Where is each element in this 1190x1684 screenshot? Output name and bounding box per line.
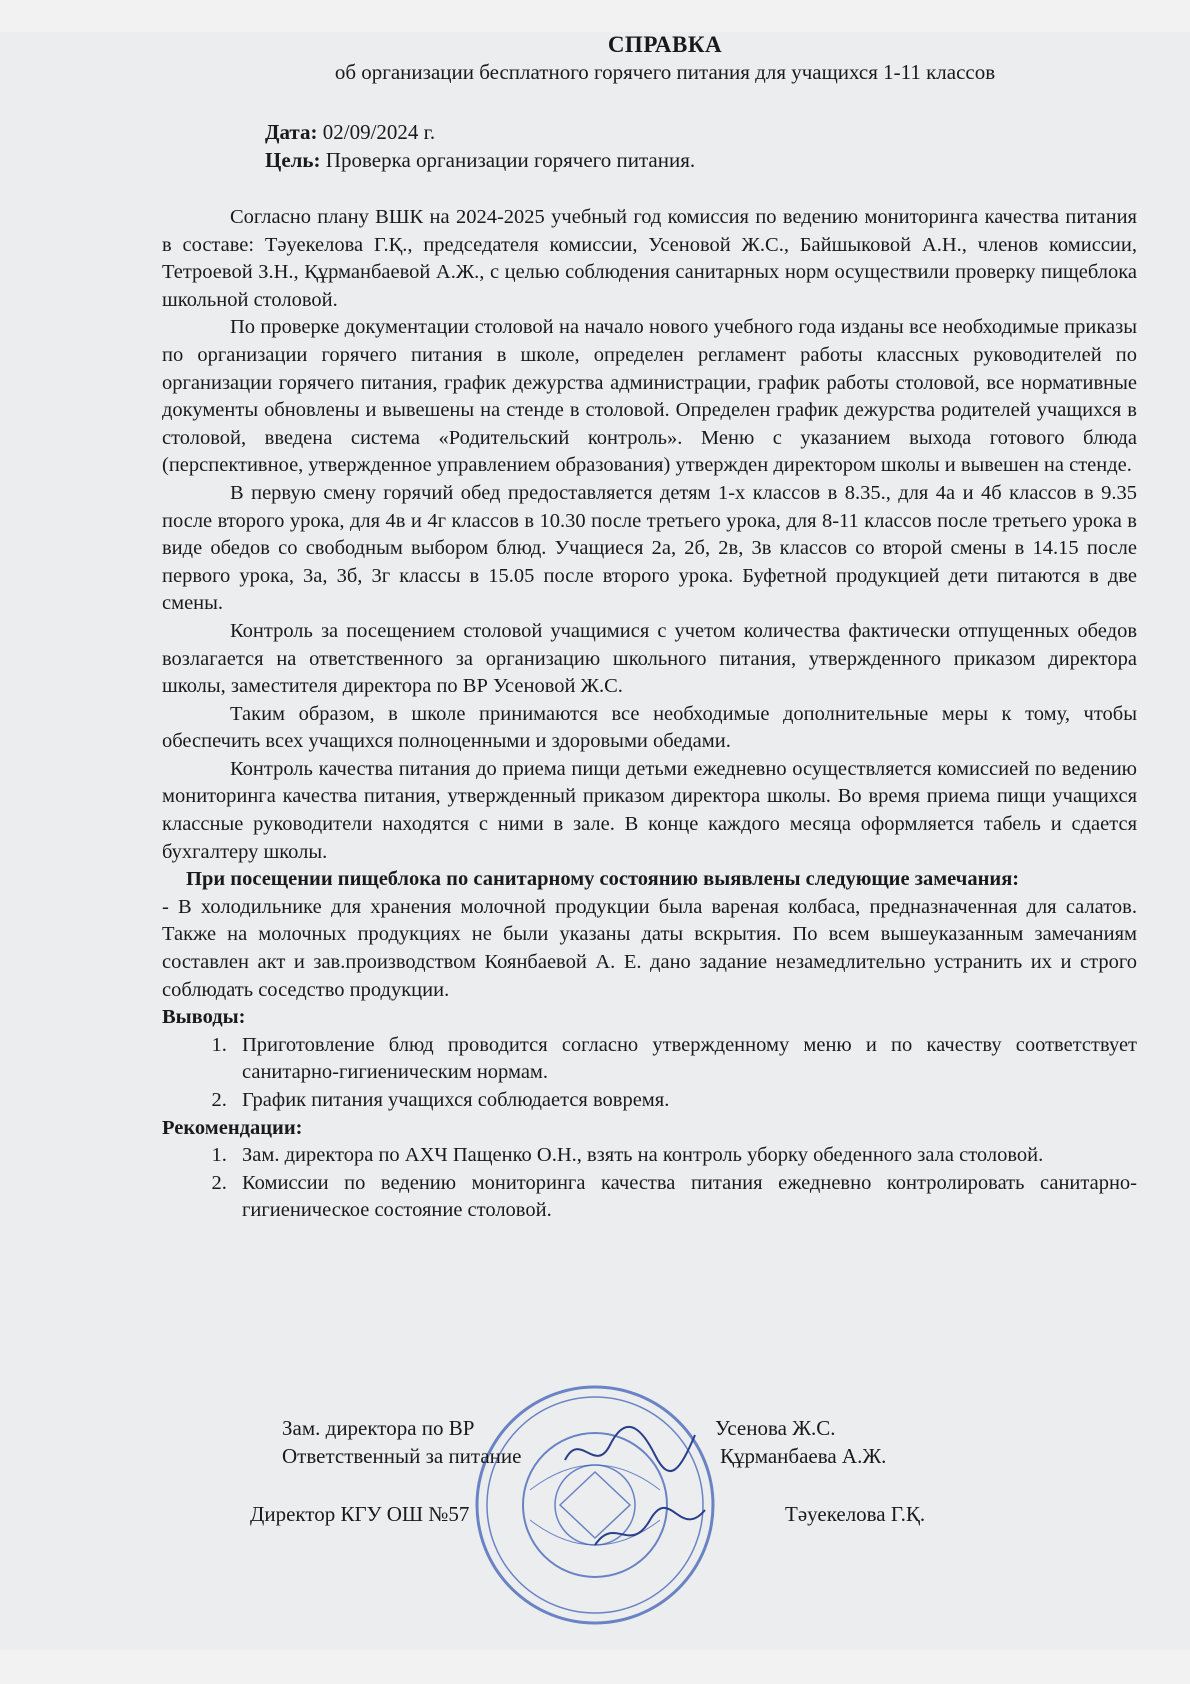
list-item: 2. Комиссии по ведению мониторинга качества питания ежедневно контролировать санитарно-гигиеническое состояние столовой. xyxy=(232,1170,1137,1225)
goal-label: Цель: xyxy=(265,148,321,172)
goal-value: Проверка организации горячего питания. xyxy=(325,148,696,172)
signature-icon xyxy=(560,1420,700,1480)
paragraph: Таким образом, в школе принимаются все необходимые дополнительные меры к тому, чтобы обеспечить всех учащихся полноценными и здоровыми обедами. xyxy=(162,702,1137,753)
conclusions-heading: Выводы: xyxy=(162,1006,246,1029)
paragraph: Согласно плану ВШК на 2024-2025 учебный год комиссия по ведению мониторинга качества питания в составе: Тәуекелова Г.Қ., председателя комиссии, Усеновой Ж.С., Байшыковой А.Н., членов комиссии, Тетроевой З.Н., Құрманбаевой А.Ж., с целью соблюдения санитарных норм осуществили проверку пищеблока школьной столовой. xyxy=(162,206,1137,311)
date-label: Дата: xyxy=(265,120,318,144)
recommendations-heading: Рекомендации: xyxy=(162,1116,303,1139)
signature-name: Құрманбаева А.Ж. xyxy=(720,1444,887,1468)
list-item: 2. График питания учащихся соблюдается вовремя. xyxy=(232,1087,1137,1115)
paragraph: В первую смену горячий обед предоставляется детям 1-х классов в 8.35., для 4а и 4б классов в 9.35 после второго урока, для 4в и 4г классов в 10.30 после третьего урока, для 8-11 классов после третьего урока в виде обедов со свободным выбором блюд. Учащиеся 2а, 2б, 2в, 3в классов со второй смены в 14.15 после первого урока, 3а, 3б, 3г классы в 15.05 после второго урока. Буфетной продукцией дети питаются в две смены. xyxy=(162,481,1137,615)
signature-icon xyxy=(590,1500,710,1560)
list-item: 1. Зам. директора по АХЧ Пащенко О.Н., взять на контроль уборку обеденного зала столовой. xyxy=(232,1142,1137,1170)
signature-role: Зам. директора по ВР xyxy=(282,1416,475,1440)
document-body xyxy=(162,204,1137,1225)
document-title: СПРАВКА xyxy=(607,32,723,57)
recommendations-list xyxy=(162,1142,1137,1225)
paragraph: Контроль за посещением столовой учащимися с учетом количества фактически отпущенных обедов возлагается на ответственного за организацию школьного питания, утвержденного приказом директора школы, заместителя директора по ВР Усеновой Ж.С. xyxy=(162,619,1137,698)
date-line xyxy=(265,120,435,145)
goal-line xyxy=(265,148,695,173)
document-subtitle: об организации бесплатного горячего питания для учащихся 1-11 классов xyxy=(334,60,996,84)
paragraph: Контроль качества питания до приема пищи детьми ежедневно осуществляется комиссией по ведению мониторинга качества питания, утвержденный приказом директора школы. Во время приема пищи учащихся классные руководители находятся с ними в зале. В конце каждого месяца оформляется табель и сдается бухгалтеру школы. xyxy=(162,757,1137,863)
paragraph: По проверке документации столовой на начало нового учебного года изданы все необходимые приказы по организации горячего питания в школе, определен регламент работы классных руководителей по организации горячего питания, график дежурства администрации, график работы столовой, все нормативные документы обновлены и вывешены на стенде в столовой. Определен график дежурства родителей учащихся в столовой, введена система «Родительский контроль». Меню с указанием выхода готового блюда (перспективное, утвержденное управлением образования) утвержден директором школы и вывешен на стенде. xyxy=(162,316,1137,477)
list-item: 1. Приготовление блюд проводится согласно утвержденному меню и по качеству соответствует санитарно-гигиеническим нормам. xyxy=(232,1032,1137,1087)
signature-name: Усенова Ж.С. xyxy=(715,1416,836,1440)
remarks-text: - В холодильнике для хранения молочной продукции была вареная колбаса, предназначенная для салатов. Также на молочных продукциях не были указаны даты вскрытия. По всем вышеуказанным замечаниям составлен акт и зав.производством Коянбаевой А. Е. дано задание незамедлительно устранить их и строго соблюдать соседство продукции. xyxy=(162,895,1137,1001)
signature-role: Директор КГУ ОШ №57 xyxy=(250,1502,470,1526)
signature-name: Тәуекелова Г.Қ. xyxy=(785,1502,926,1526)
signature-role: Ответственный за питание xyxy=(282,1444,522,1468)
date-value: 02/09/2024 г. xyxy=(322,120,436,144)
conclusions-list xyxy=(162,1032,1137,1115)
remarks-heading: При посещении пищеблока по санитарному состоянию выявлены следующие замечания: xyxy=(186,868,1020,891)
